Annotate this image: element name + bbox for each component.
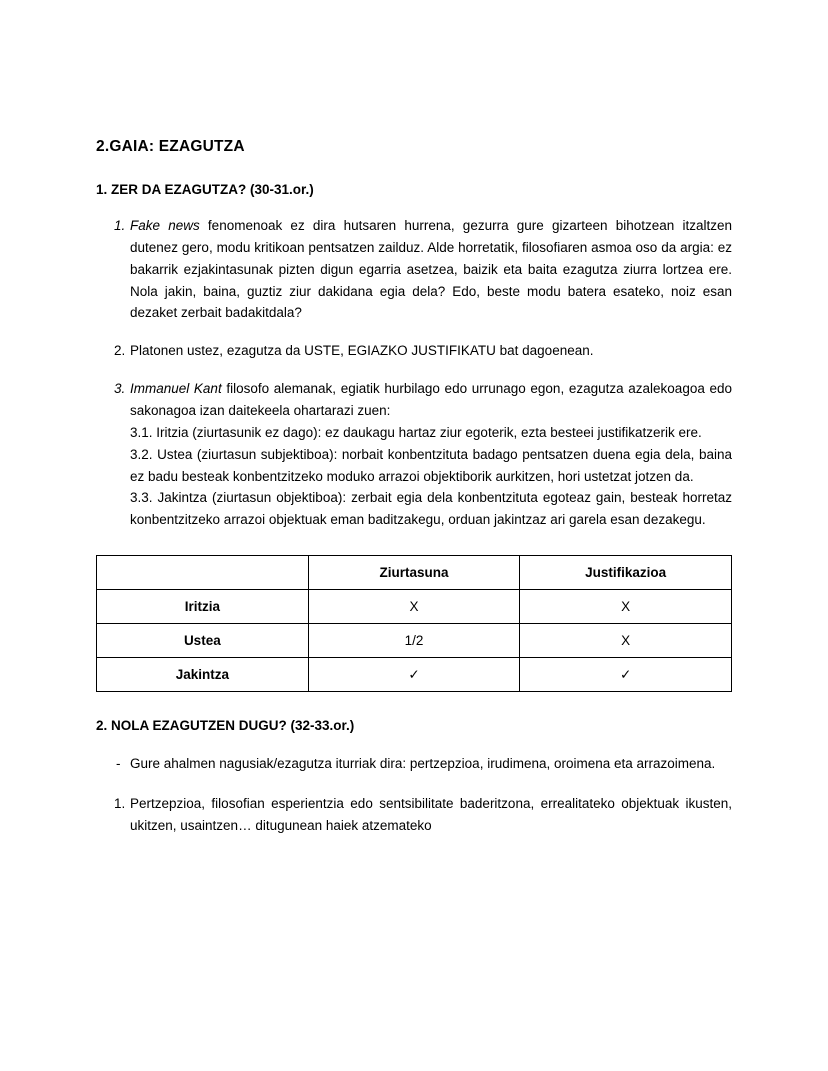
list-item-marker: 2.: [114, 343, 126, 359]
list-item-text: Platonen ustez, ezagutza da USTE, EGIAZKO JUSTIFIKATU bat dagoenean.: [130, 343, 594, 359]
list-item-body-rest: fenomenoak ez dira hutsaren hurrena, gezurra gure gizarteen bihotzean itzaltzen dutenez gero, modu kritikoan pentsatzen zailduz. Alde horretatik, filosofiaren asmoa oso da argia: ez bakarrik ezjakintasunak pizten digun egarria asetzea, baizik eta baita ezagutza ziurra lortzea ere. Nola jakin, baina, guztiz ziur dakidana egia dela? Edo, beste modu batera esateko, noiz esan dezaket zerbait badakitdala?: [130, 218, 732, 321]
list-item: [96, 793, 732, 837]
dash-list-item: [96, 753, 732, 775]
table-row-label: Ustea: [97, 624, 309, 658]
emphasis-fake-news: Fake news: [130, 218, 200, 233]
list-item: [96, 340, 732, 362]
list-item-marker: 1.: [114, 218, 126, 233]
sub-item-3-1: 3.1. Iritzia (ziurtasunik ez dago): ez daukagu hartaz ziur egoterik, ezta besteei justifikatzerik ere.: [130, 424, 702, 440]
comparison-table: [96, 555, 732, 692]
table-cell-justifikazioa: X: [520, 590, 732, 624]
list-item-text: [130, 215, 732, 324]
list-item-marker: 1.: [114, 796, 126, 812]
table-row-label: Iritzia: [97, 590, 309, 624]
list-item: [96, 215, 732, 324]
table-cell-justifikazioa: ✓: [520, 658, 732, 692]
list-item: [96, 378, 732, 531]
dash-item-marker: -: [116, 756, 121, 772]
list-item-marker: 3.: [114, 381, 126, 397]
table-cell-ziurtasuna: X: [308, 590, 520, 624]
table-row: [97, 658, 732, 692]
dash-item-text: Gure ahalmen nagusiak/ezagutza iturriak dira: pertzepzioa, irudimena, oroimena eta arrazoimena.: [130, 756, 716, 772]
emphasis-immanuel-kant: Immanuel Kant: [130, 381, 222, 397]
section-heading-1: 1. ZER DA EZAGUTZA? (30-31.or.): [96, 182, 314, 197]
section-heading-2: 2. NOLA EZAGUTZEN DUGU? (32-33.or.): [96, 718, 355, 734]
table-row: [97, 624, 732, 658]
table-cell-ziurtasuna: 1/2: [308, 624, 520, 658]
table-cell-ziurtasuna: ✓: [308, 658, 520, 692]
table-header-ziurtasuna: Ziurtasuna: [308, 556, 520, 590]
table-row: [97, 590, 732, 624]
list-item-body-rest: filosofo alemanak, egiatik hurbilago edo urrunago egon, ezagutza azalekoagoa edo sakonagoa izan daitekeela ohartarazi zuen:: [130, 381, 733, 419]
table-row-label: Jakintza: [97, 658, 309, 692]
sub-item-3-3: 3.3. Jakintza (ziurtasun objektiboa): zerbait egia dela konbentzituta egoteaz gain, besteak horretaz konbentzitzeko arrazoi objektuak eman baditzakegu, orduan jakintzaz ari garela esan dezakegu.: [130, 490, 732, 528]
list-item-text: [130, 378, 732, 531]
numbered-list-section-1: [96, 215, 732, 531]
table-cell-justifikazioa: X: [520, 624, 732, 658]
table-header-empty: [97, 556, 309, 590]
table-header-row: [97, 556, 732, 590]
sub-item-3-2: 3.2. Ustea (ziurtasun subjektiboa): norbait konbentzituta badago pentsatzen duena egia dela, baina ez badu besteak konbentzitzeko moduko arrazoi objektiborik aurkitzen, hori ustetzat jotzen da.: [130, 446, 732, 484]
list-item-text: Pertzepzioa, filosofian esperientzia edo sentsibilitate baderitzona, errealitateko objektuak ikusten, ukitzen, usaintzen… ditugunean haiek atzemateko: [130, 796, 732, 833]
page-title: 2.GAIA: EZAGUTZA: [96, 138, 245, 155]
table-header-justifikazioa: Justifikazioa: [520, 556, 732, 590]
